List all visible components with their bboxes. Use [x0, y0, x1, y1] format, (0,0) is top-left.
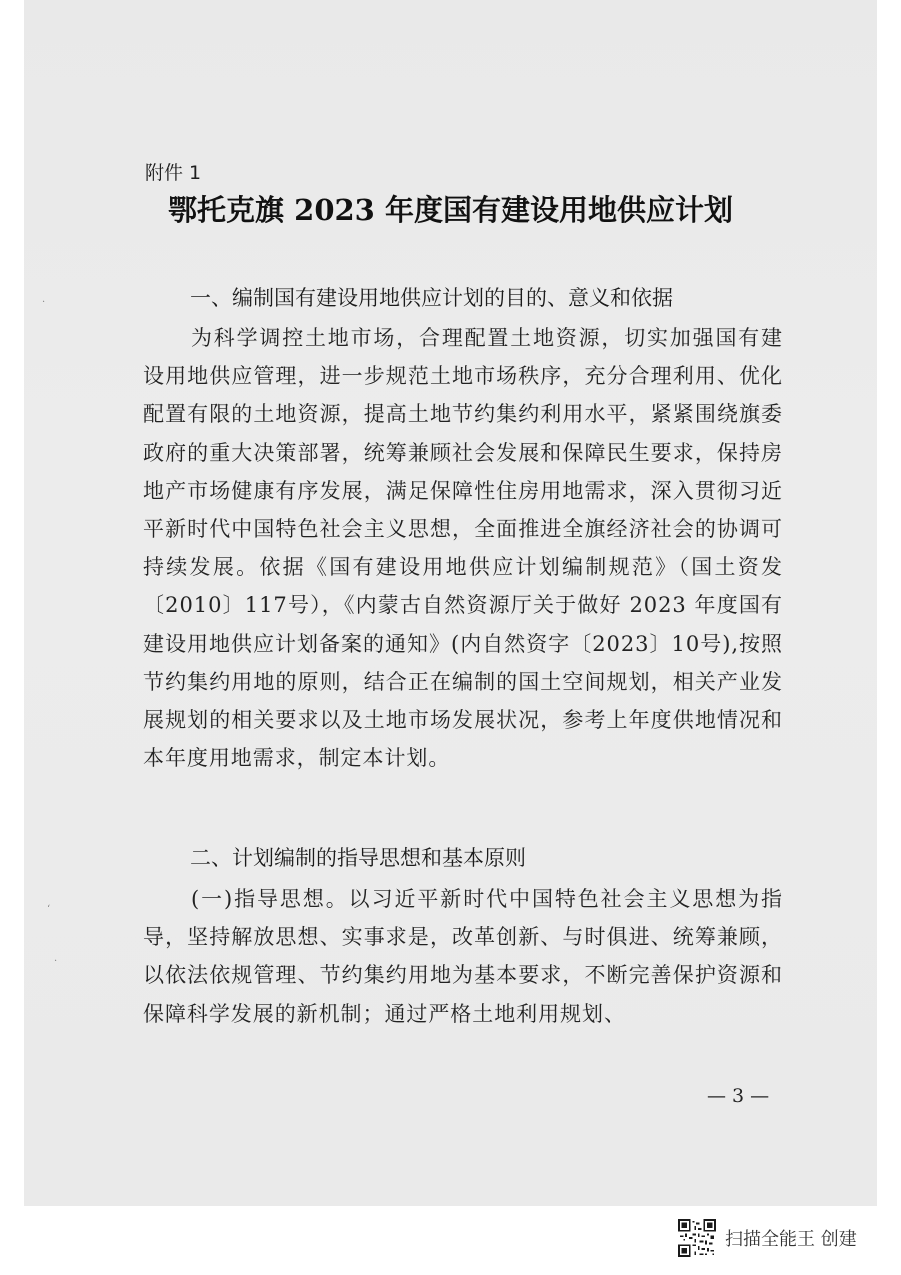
section-paragraph-1: 为科学调控土地市场，合理配置土地资源，切实加强国有建设用地供应管理，进一步规范土地市场秩序，充分合理利用、优化配置有限的土地资源，提高土地节约集约利用水平，紧紧围绕旗委政府的重大决策部署，统筹兼顾社会发展和保障民生要求，保持房地产市场健康有序发展，满足保障性住房用地需求，深入贯彻习近平新时代中国特色社会主义思想，全面推进全旗经济社会的协调可持续发展。依据《国有建设用地供应计划编制规范》（国土资发〔2010〕117号），《内蒙古自然资源厅关于做好 2023 年度国有建设用地供应计划备案的通知》(内自然资字〔2023〕10号),按照节约集约用地的原则，结合正在编制的国土空间规划，相关产业发展规划的相关要求以及土地市场发展状况，参考上年度供地情况和本年度用地需求，制定本计划。 [143, 326, 783, 771]
scan-speck: · [54, 956, 58, 967]
attachment-label: 附件 1 [145, 162, 202, 184]
watermark-text: 扫描全能王 创建 [725, 1229, 857, 1250]
page-number: — 3 — [707, 1085, 770, 1107]
scan-speck: · [42, 297, 46, 308]
scanner-watermark [678, 1218, 857, 1258]
section-heading-1: 一、编制国有建设用地供应计划的目的、意义和依据 [190, 286, 673, 310]
section-heading-2: 二、计划编制的指导思想和基本原则 [190, 846, 526, 870]
qr-code-icon [678, 1219, 716, 1257]
document-title: 鄂托克旗 2023 年度国有建设用地供应计划 [168, 193, 733, 227]
scanned-page [24, 0, 877, 1206]
scan-speck: ʻ [47, 904, 51, 915]
section-paragraph-2: (一)指导思想。以习近平新时代中国特色社会主义思想为指导，坚持解放思想、实事求是，改革创新、与时俱进、统筹兼顾，以依法依规管理、节约集约用地为基本要求，不断完善保护资源和保障科学发展的新机制；通过严格土地利用规划、 [143, 887, 783, 1026]
